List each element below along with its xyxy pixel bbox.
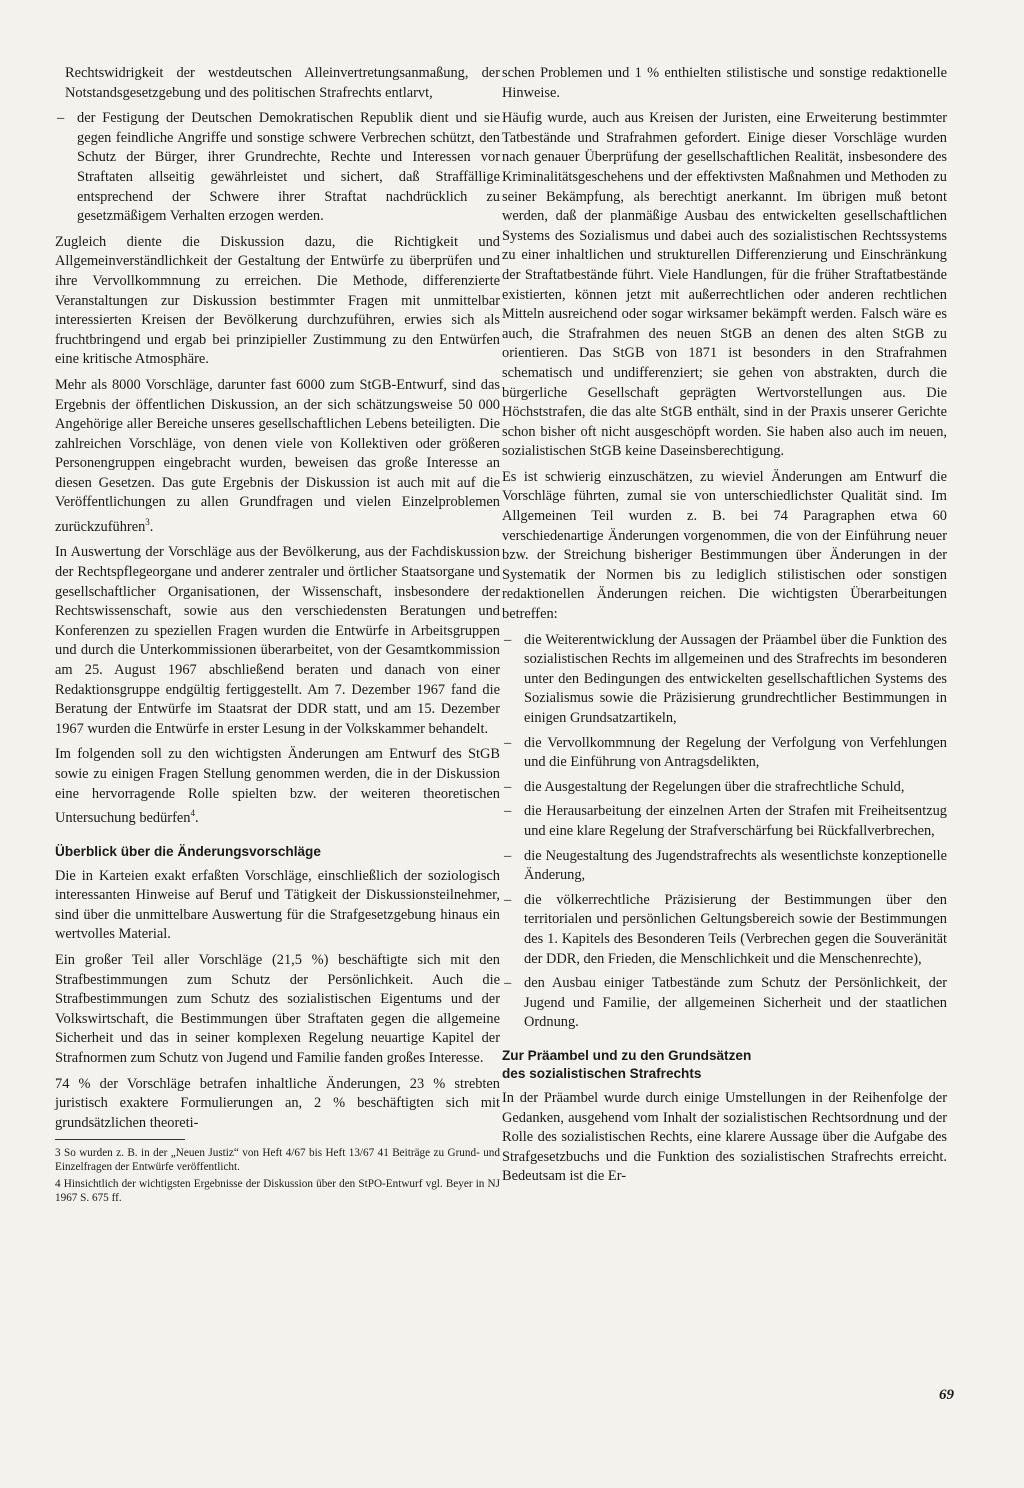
paragraph: schen Problemen und 1 % enthielten stilistische und sonstige redaktionelle Hinweise. [502, 65, 947, 101]
footnote: 3 So wurden z. B. in der „Neuen Justiz“ von Heft 4/67 bis Heft 13/67 41 Beiträge zu Grund- und Einzelfragen der Entwürfe veröffentlicht. [55, 1147, 500, 1174]
footnote: 4 Hinsichtlich der wichtigsten Ergebnisse der Diskussion über den StPO-Entwurf vgl. Beyer in NJ 1967 S. 675 ff. [55, 1178, 500, 1205]
paragraph: Im folgenden soll zu den wichtigsten Änderungen am Entwurf des StGB sowie zu einigen Fragen Stellung genommen werden, die in der Diskussion eine hervorragende Rolle spielten bzw. der weiteren theoretischen Untersuchung bedürfen$^4$. [55, 746, 500, 826]
footnote-ref: 4 [190, 808, 195, 819]
list-item: – die Vervollkommnung der Regelung der Verfolgung von Verfehlungen und die Einführung von Antragsdelikten, [502, 734, 947, 773]
paragraph: Die in Karteien exakt erfaßten Vorschläge, einschließlich der soziologisch interessanten Hinweise auf Beruf und Tätigkeit der Diskussionsteilnehmer, sind über die unmittelbare Auswertung für die Strafgesetzgebung hinaus ein wertvolles Material. [55, 867, 500, 943]
paragraph: 74 % der Vorschläge betrafen inhaltliche Änderungen, 23 % strebten juristisch exaktere Formulierungen an, 2 % beschäftigten sich mit grundsätzlichen theoreti- [55, 1075, 500, 1131]
list-item: – den Ausbau einiger Tatbestände zum Schutz der Persönlichkeit, der Jugend und Familie, der allgemeinen Sicherheit und der staatlichen Ordnung. [502, 974, 947, 1033]
section-heading [502, 1047, 947, 1083]
footnote-ref: 3 [145, 517, 150, 528]
left-column [55, 64, 500, 1208]
paragraph-text: Im folgenden soll zu den wichtigsten Änderungen am Entwurf des StGB sowie zu einigen Fragen Stellung genommen werden, die in der Diskussion eine hervorragende Rolle spielten bzw. der weiteren theoretischen Untersuchung bedürfen [55, 746, 500, 826]
section-heading-line: Zur Präambel und zu den Grundsätzen [502, 1047, 752, 1063]
dash-list [55, 109, 500, 227]
paragraph: Es ist schwierig einzuschätzen, zu wieviel Änderungen am Entwurf die Vorschläge führten, zumal sie von unterschiedlichster Qualität sind. Im Allgemeinen Teil wurden z. B. bei 74 Paragraphen etwa 60 verschiedenartige Änderungen vorgenommen, die von der Einführung neuer bzw. der Streichung bisheriger Bestimmungen über Änderungen in der Systematik der Normen bis zu lediglich stilistischen oder sonstigen redaktionellen Änderungen reichen. Die wichtigsten Überarbeitungen betreffen: [502, 468, 947, 623]
paragraph: Häufig wurde, auch aus Kreisen der Juristen, eine Erweiterung bestimmter Tatbestände und Strafrahmen gefordert. Einige dieser Vorschläge wurden nach genauer Überprüfung der gesellschaftlichen Realität, insbesondere des Kriminalitätsgeschehens und der effektivsten Maßnahmen und Methoden zu seiner Bekämpfung, als berechtigt anerkannt. Im übrigen muß betont werden, daß der planmäßige Ausbau des entwickelten gesellschaftlichen Systems des Sozialismus und dabei auch des sozialistischen Rechtssystems zu einer inhaltlichen und strukturellen Differenzierung und Einschränkung der Straftatbestände führt. Viele Handlungen, für die früher Straftatbestände existierten, können jetzt mit außerrechtlichen oder anderen rechtlichen Mitteln ausreichend oder sogar wirksamer bekämpft werden. Falsch wäre es auch, die Strafrahmen des neuen StGB an denen des alten StGB zu orientieren. Das StGB von 1871 ist besonders in den Strafrahmen schematisch und undifferenziert; sie gehen von abstrakten, durch die bürgerliche Gesellschaft geprägten Wertvorstellungen aus. Die Höchststrafen, die das alte StGB enthält, sind in der Praxis unserer Gerichte schon bisher oft nicht ausgeschöpft worden. Sie haben also auch im neuen, sozialistischen StGB keine Daseinsberechtigung. [502, 110, 947, 460]
list-item: – die Herausarbeitung der einzelnen Arten der Strafen mit Freiheitsentzug und eine klare Regelung der Strafverschärfung bei Rückfallverbrechen, [502, 802, 947, 841]
paragraph: Ein großer Teil aller Vorschläge (21,5 %) beschäftigte sich mit den Strafbestimmungen zum Schutz der Persönlichkeit. Auch die Strafbestimmungen zum Schutz des sozialistischen Eigentums und der Volkswirtschaft, die Bestimmungen über Straftaten gegen die allgemeine Sicherheit und das in seiner komplexen Regelung neuartige Kapitel der Strafnormen zum Schutz von Jugend und Familie fanden großes Interesse. [55, 951, 500, 1066]
section-heading: Überblick über die Änderungsvorschläge [55, 843, 321, 859]
right-column [502, 64, 947, 1193]
paragraph: In der Präambel wurde durch einige Umstellungen in der Reihenfolge der Gedanken, ausgehend vom Inhalt der sozialistischen Rechtsordnung und der Rolle des sozialistischen Rechts, eine klarere Aussage über die Aufgabe des Strafgesetzbuchs und die Funktion des sozialistischen Strafrechts erreicht. Bedeutsam ist die Er- [502, 1089, 947, 1185]
list-item: – die Neugestaltung des Jugendstrafrechts als wesentlichste konzeptionelle Änderung, [502, 847, 947, 886]
list-item: – die Ausgestaltung der Regelungen über die strafrechtliche Schuld, [502, 778, 947, 798]
footnote-divider [55, 1139, 185, 1140]
section-heading-line: des sozialistischen Strafrechts [502, 1065, 702, 1081]
paragraph: In Auswertung der Vorschläge aus der Bevölkerung, aus der Fachdiskussion der Rechtspflegeorgane und anderer zentraler und örtlicher Staatsorgane und gesellschaftlicher Organisationen, der Wissenschaft, insbesondere der Rechtswissenschaft, sowie aus den verschiedensten Beratungen und Konferenzen zu speziellen Fragen wurden die Entwürfe in Arbeitsgruppen und durch die Unterkommissionen überarbeitet, von der Gesamtkommission am 25. August 1967 abschließend beraten und danach von einer Redaktionsgruppe endgültig fertiggestellt. Am 7. Dezember 1967 fand die Beratung der Entwürfe im Staatsrat der DDR statt, und am 15. Dezember 1967 wurden die Entwürfe in erster Lesung in der Volkskammer behandelt. [55, 544, 500, 737]
paragraph-text: Mehr als 8000 Vorschläge, darunter fast 6000 zum StGB-Entwurf, sind das Ergebnis der öffentlichen Diskussion, an der sich schätzungsweise 50 000 Angehörige aller Bereiche unseres gesellschaftlichen Lebens beteiligten. Die zahlreichen Vorschläge, von denen viele von Kollektiven oder größeren Personengruppen eingebracht wurden, beweisen das große Interesse an diesen Gesetzen. Das gute Ergebnis der Diskussion ist auch mit auf die Veröffentlichungen zu allen Grundfragen und vielen Einzelproblemen zurückzuführen [55, 376, 500, 535]
list-item: – die völkerrechtliche Präzisierung der Bestimmungen über den territorialen und persönlichen Geltungsbereich sowie der Bestimmungen des 1. Kapitels des Besonderen Teils (Verbrechen gegen die Souveränität der DDR, den Frieden, die Menschlichkeit und die Menschenrechte), [502, 891, 947, 969]
dash-list [502, 631, 947, 1033]
paragraph: Rechtswidrigkeit der westdeutschen Alleinvertretungsanmaßung, der Notstandsgesetzgebung und des politischen Strafrechts entlarvt, [65, 65, 500, 101]
list-item: – die Weiterentwicklung der Aussagen der Präambel über die Funktion des sozialistischen Rechts im allgemeinen und des Strafrechts im besonderen unter den Bedingungen des entwickelten gesellschaftlichen Systems des Sozialismus sowie die Präzisierung grundrechtlicher Bestimmungen in einigen Grundsatzartikeln, [502, 631, 947, 729]
list-item: – der Festigung der Deutschen Demokratischen Republik dient und sie gegen feindliche Angriffe und sonstige schwere Verbrechen schützt, den Schutz der Bürger, ihrer Grundrechte, Rechte und Interessen vor Straftaten allseitig gewährleistet und sichert, daß Straffällige entsprechend der Schwere ihrer Straftat nachdrücklich zu gesetzmäßigem Verhalten erzogen werden. [55, 109, 500, 227]
paragraph: Zugleich diente die Diskussion dazu, die Richtigkeit und Allgemeinverständlichkeit der Gestaltung der Entwürfe zu überprüfen und ihre Vervollkommnung zu erreichen. Die Methode, differenzierte Veranstaltungen zur Diskussion bestimmter Fragen mit unmittelbar interessierten Kreisen der Bevölkerung durchzuführen, erwies sich als fruchtbringend und ergab bei prinzipieller Zustimmung zu den Entwürfen eine kritische Atmosphäre. [55, 233, 500, 368]
paragraph: Mehr als 8000 Vorschläge, darunter fast 6000 zum StGB-Entwurf, sind das Ergebnis der öffentlichen Diskussion, an der sich schätzungsweise 50 000 Angehörige aller Bereiche unseres gesellschaftlichen Lebens beteiligten. Die zahlreichen Vorschläge, von denen viele von Kollektiven oder größeren Personengruppen eingebracht wurden, beweisen das große Interesse an diesen Gesetzen. Das gute Ergebnis der Diskussion ist auch mit auf die Veröffentlichungen zu allen Grundfragen und vielen Einzelproblemen zurückzuführen$^3$. [55, 376, 500, 535]
page-number: 69 [939, 1387, 954, 1403]
